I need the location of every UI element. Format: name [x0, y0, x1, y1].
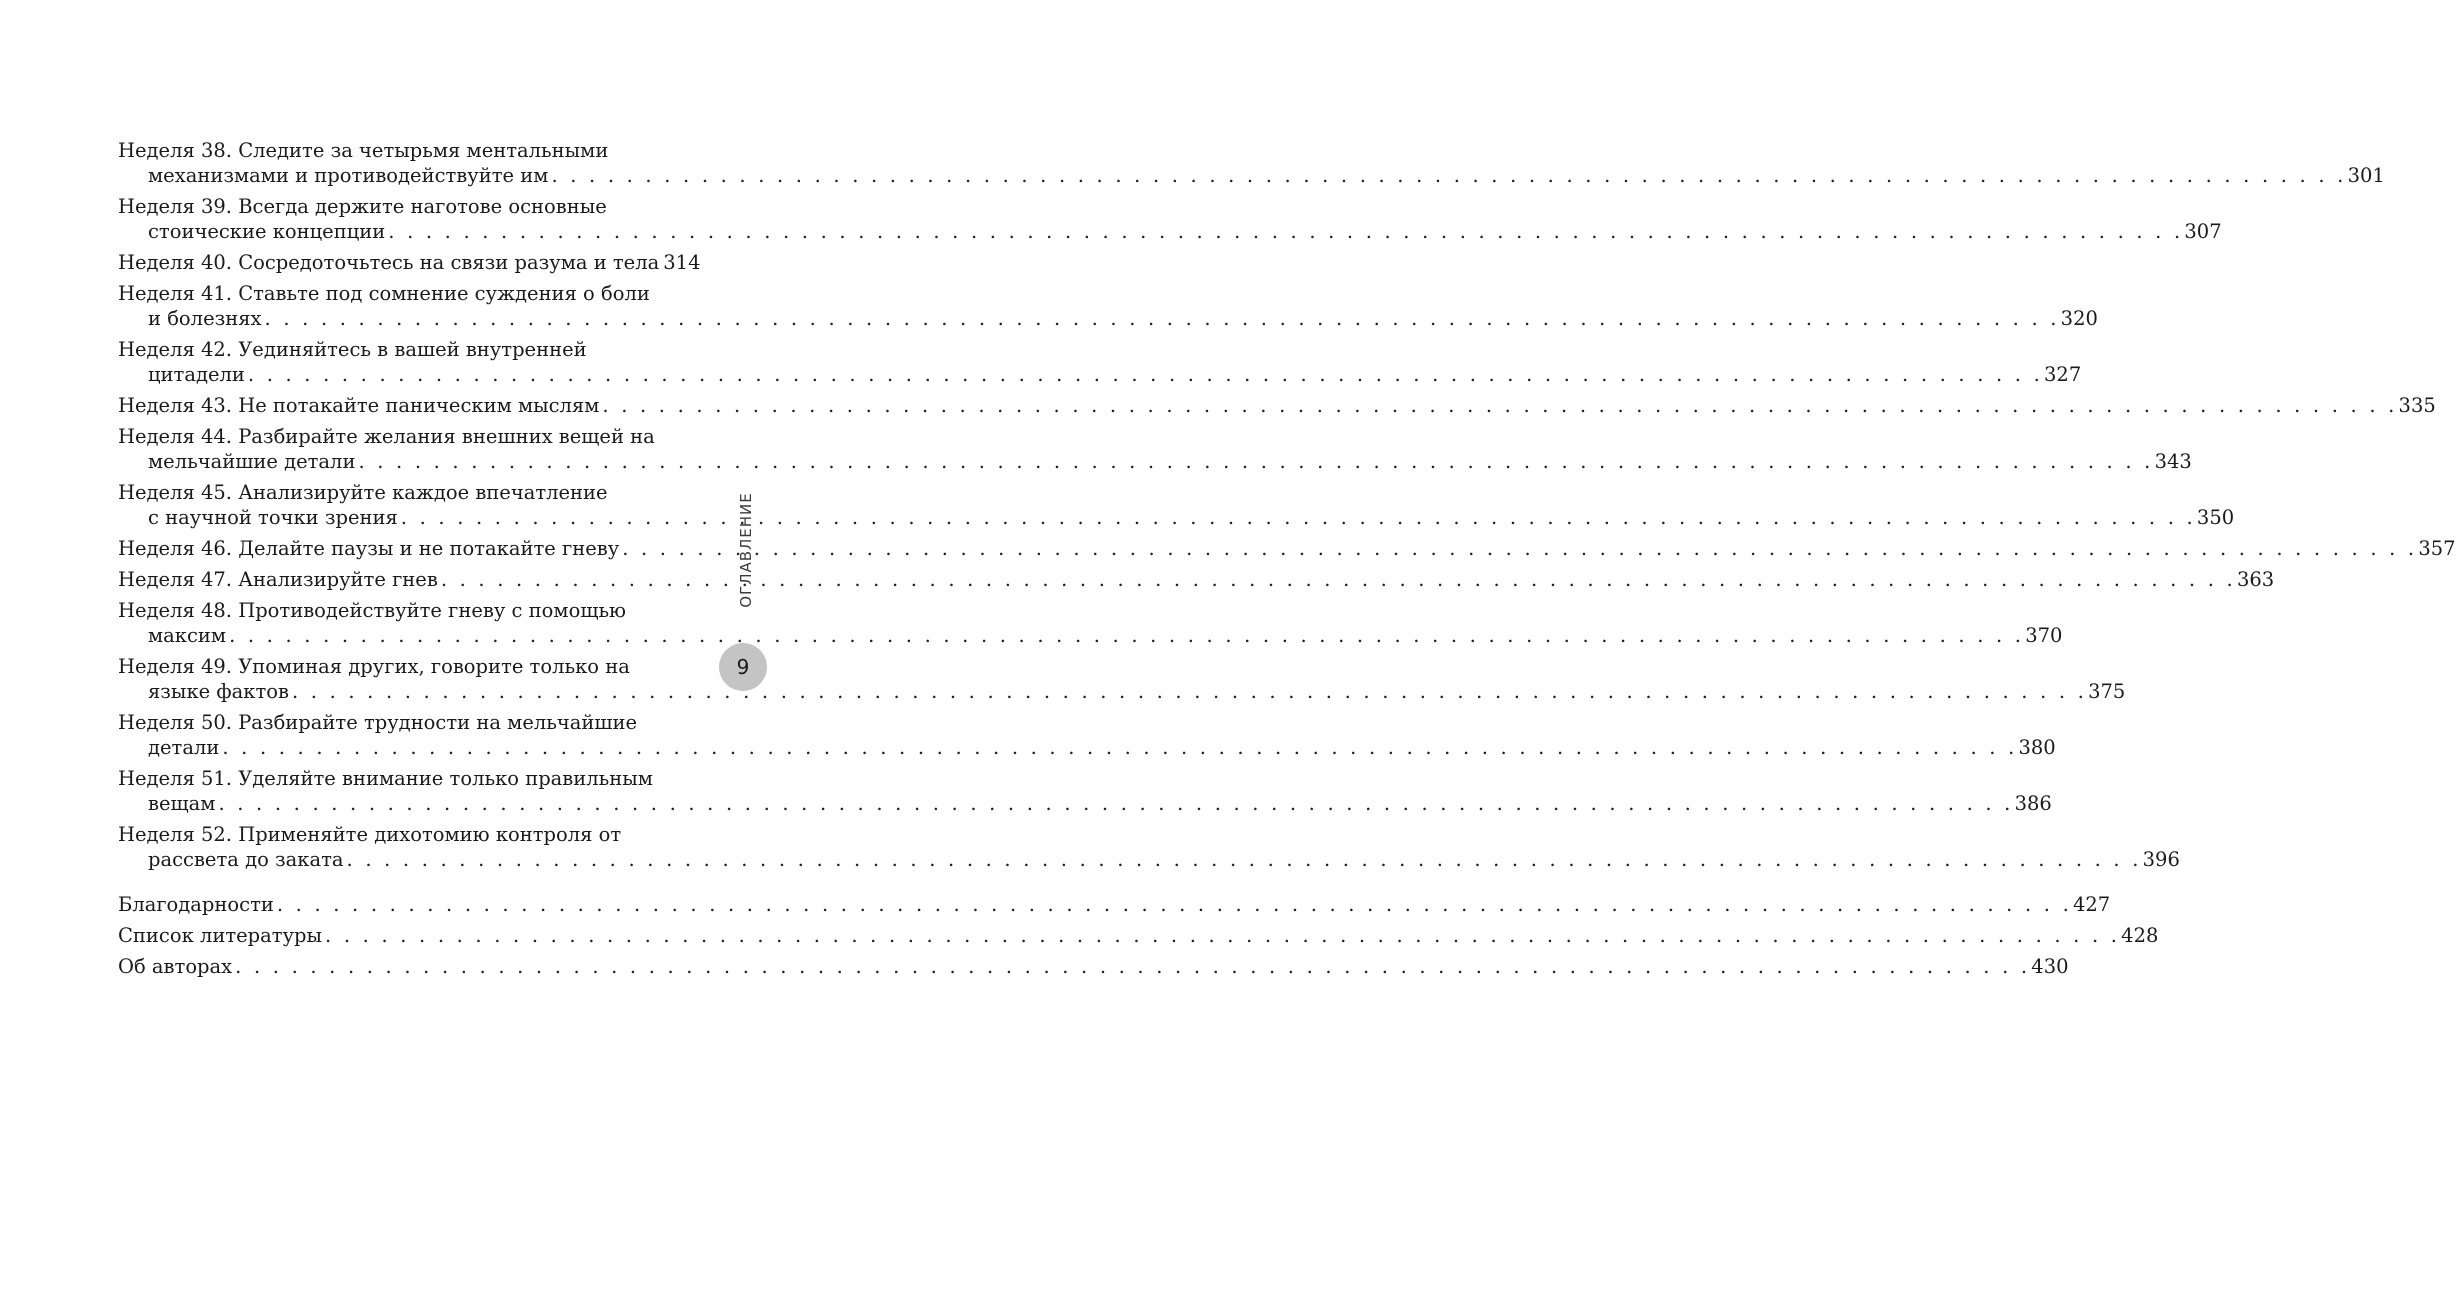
dot-leader [229, 623, 2024, 648]
page-number-badge [719, 643, 767, 691]
toc-entry-title: Список литературы [118, 924, 323, 947]
toc-entry-page: 357 [2418, 537, 2456, 560]
toc-entry-page: 427 [2072, 893, 2111, 916]
toc-entry [118, 654, 2126, 704]
toc-entry [118, 281, 2098, 331]
dot-leader [265, 306, 2060, 331]
toc-entry-title-continuation: цитадели [148, 363, 245, 386]
toc-entry-leader-line [118, 449, 2192, 474]
toc-entry-leader-line [118, 623, 2063, 648]
toc-entry-page: 350 [2196, 506, 2235, 529]
toc-entry-title: Неделя 52. Применяйте дихотомию контроля от [118, 823, 622, 846]
toc-entry-leader-line [118, 735, 2056, 760]
toc-entry [118, 250, 701, 275]
toc-entry [118, 598, 2063, 648]
toc-entry-leader-line [118, 892, 2111, 917]
dot-leader [602, 393, 2397, 418]
toc-entry-title-continuation: с научной точки зрения [148, 506, 398, 529]
toc-entry-title: Неделя 43. Не потакайте паническим мыслям [118, 394, 600, 417]
toc-entry-page: 370 [2025, 624, 2063, 647]
toc-entry-page: 314 [663, 251, 701, 274]
toc-entry-title: Неделя 40. Сосредоточьтесь на связи разума и тела [118, 251, 660, 274]
toc-entry-leader-line [118, 219, 2222, 244]
toc-entry-page: 343 [2154, 450, 2192, 473]
dot-leader [292, 679, 2087, 704]
dot-leader [218, 791, 2013, 816]
toc-entry-page: 301 [2347, 164, 2385, 187]
toc-entry-leader-line [118, 847, 2180, 872]
toc-entry [118, 567, 2275, 592]
dot-leader [347, 847, 2142, 872]
toc-entry-page: 307 [2184, 220, 2222, 243]
toc-entry-page: 375 [2088, 680, 2126, 703]
toc-entry [118, 822, 2180, 872]
section-side-label [734, 494, 758, 606]
dot-leader [277, 892, 2072, 917]
toc-entry-page: 327 [2044, 363, 2082, 386]
toc-entry-page: 320 [2060, 307, 2098, 330]
section-side-label-text: ОГЛАВЛЕНИЕ [737, 492, 755, 608]
toc-entry-leader-line [118, 679, 2126, 704]
toc-entry-title-continuation: вещам [148, 792, 216, 815]
toc-entry-title: Неделя 47. Анализируйте гнев [118, 568, 438, 591]
toc-entry [118, 923, 2159, 948]
toc-entry-page: 335 [2398, 394, 2436, 417]
page-number: 9 [736, 655, 750, 679]
toc-entry-leader-line [118, 306, 2098, 331]
dot-leader [622, 536, 2417, 561]
toc-entry [118, 337, 2082, 387]
dot-leader [248, 362, 2043, 387]
dot-leader [235, 954, 2030, 979]
toc-entry [118, 393, 2436, 418]
toc-entry [118, 954, 2069, 979]
toc-entry-leader-line [118, 567, 2275, 592]
toc-entry-title: Неделя 38. Следите за четырьмя ментальными [118, 139, 609, 162]
toc-entry-title: Неделя 51. Уделяйте внимание только правильным [118, 767, 653, 790]
dot-leader [551, 163, 2346, 188]
toc-entry-title-continuation: детали [148, 736, 220, 759]
toc-entry-title: Неделя 50. Разбирайте трудности на мельчайшие [118, 711, 638, 734]
dot-leader [401, 505, 2196, 530]
toc-entry-title: Неделя 46. Делайте паузы и не потакайте гневу [118, 537, 620, 560]
toc-entry-page: 363 [2236, 568, 2275, 591]
toc-entry-title: Неделя 42. Уединяйтесь в вашей внутренней [118, 338, 587, 361]
toc-entry-page: 380 [2018, 736, 2056, 759]
toc-entry-leader-line [118, 393, 2436, 418]
toc-entry [118, 710, 2056, 760]
toc-entry-leader-line [118, 362, 2082, 387]
toc-entry-title-continuation: языке фактов [148, 680, 289, 703]
toc-entry-title-continuation: механизмами и противодействуйте им [148, 164, 549, 187]
toc-entry [118, 138, 2385, 188]
toc-entry [118, 194, 2222, 244]
dot-leader [222, 735, 2017, 760]
toc-entry-leader-line [118, 505, 2235, 530]
toc-entry-title: Неделя 41. Ставьте под сомнение суждения о боли [118, 282, 650, 305]
toc-entry-title-continuation: стоические концепции [148, 220, 386, 243]
toc-entry-leader-line [118, 954, 2069, 979]
toc-entry-title: Неделя 48. Противодействуйте гневу с помощью [118, 599, 627, 622]
toc-entry-title-continuation: максим [148, 624, 227, 647]
toc-entry-leader-line [118, 791, 2052, 816]
toc-entry-title: Об авторах [118, 955, 233, 978]
toc-entry-title: Неделя 44. Разбирайте желания внешних вещей на [118, 425, 655, 448]
toc-entry-title-continuation: мельчайшие детали [148, 450, 356, 473]
toc-entry-page: 396 [2142, 848, 2180, 871]
toc-entry-leader-line [118, 250, 701, 275]
toc-entry-page: 428 [2121, 924, 2159, 947]
dot-leader [388, 219, 2183, 244]
toc-entry-title-continuation: рассвета до заката [148, 848, 344, 871]
toc-entry-title: Неделя 39. Всегда держите наготове основные [118, 195, 607, 218]
toc-entry [118, 424, 2192, 474]
toc-entry [118, 892, 2111, 917]
toc-entry-title: Благодарности [118, 893, 274, 916]
toc-entry-page: 430 [2031, 955, 2069, 978]
toc-entry-page: 386 [2014, 792, 2052, 815]
toc-entry-leader-line [118, 163, 2385, 188]
dot-leader [441, 567, 2236, 592]
toc-entry [118, 480, 2235, 530]
toc-entry-leader-line [118, 536, 2456, 561]
toc-entry [118, 766, 2052, 816]
dot-leader [325, 923, 2120, 948]
toc-entry-title: Неделя 49. Упоминая других, говорите только на [118, 655, 630, 678]
toc-entry [118, 536, 2456, 561]
toc-entry-leader-line [118, 923, 2159, 948]
toc-entry-title-continuation: и болезнях [148, 307, 262, 330]
dot-leader [358, 449, 2153, 474]
toc-entry-title: Неделя 45. Анализируйте каждое впечатление [118, 481, 608, 504]
